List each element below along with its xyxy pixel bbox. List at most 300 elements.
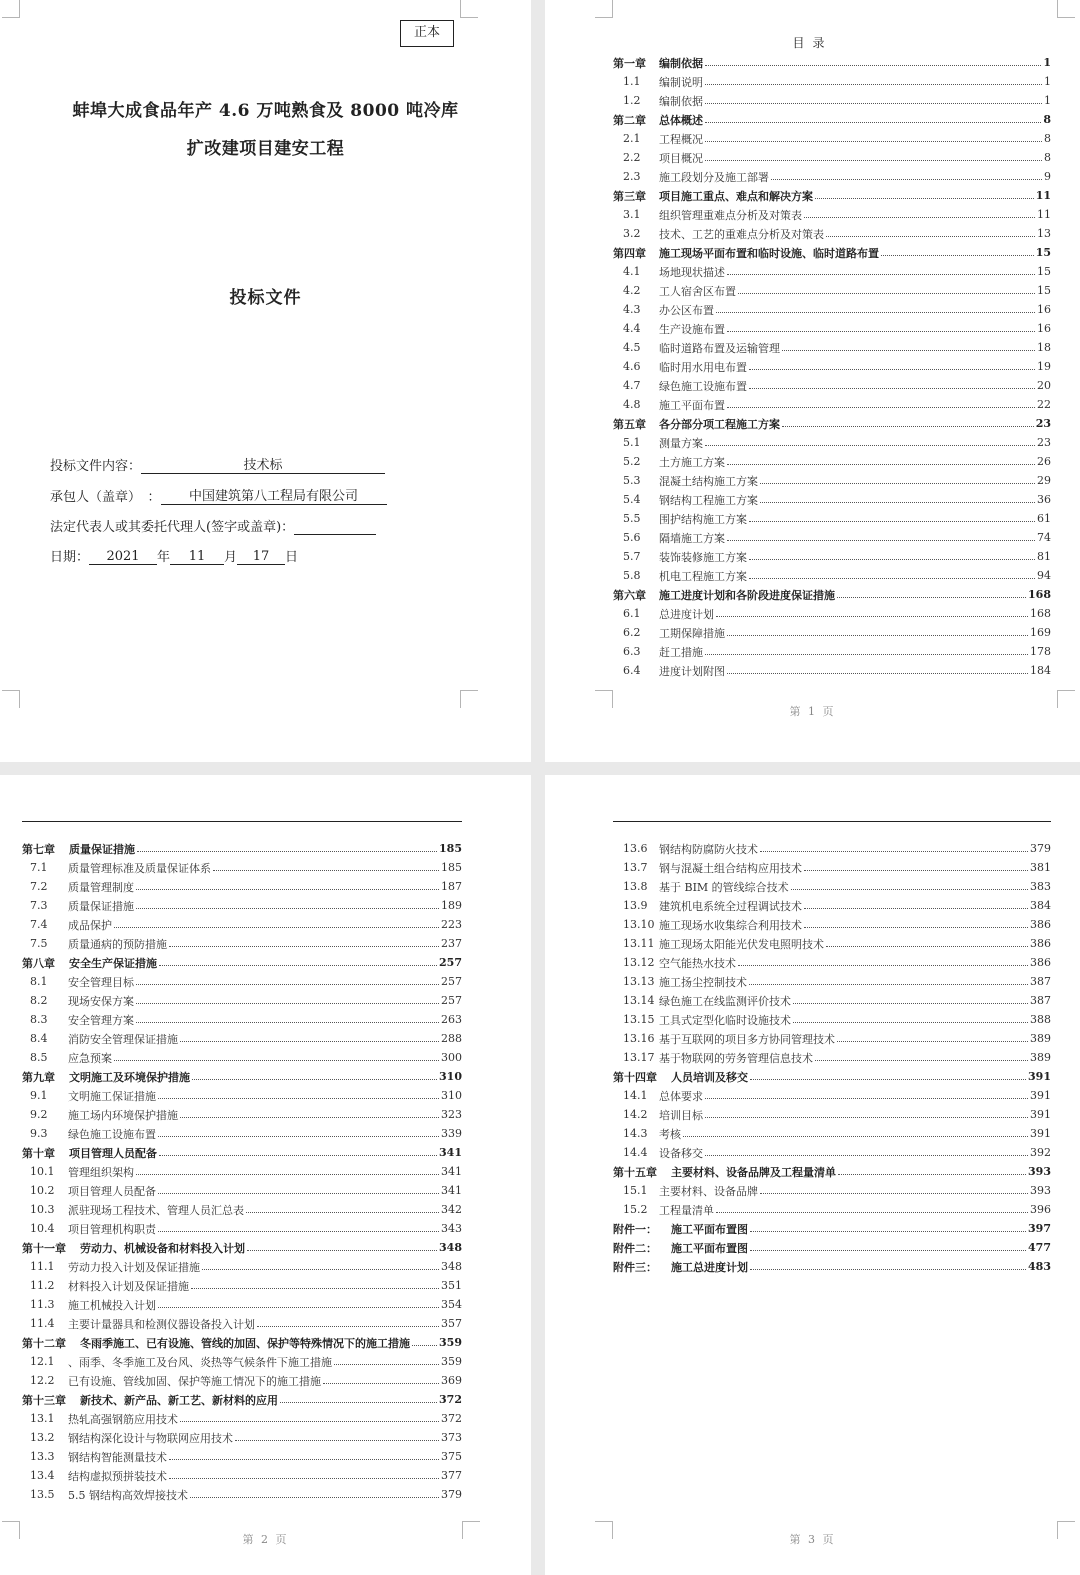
date-day: 17 xyxy=(237,549,285,565)
toc-section-row[interactable] xyxy=(22,1048,462,1067)
toc-entry-page: 23 xyxy=(1037,436,1051,449)
toc-section-row[interactable] xyxy=(22,1219,462,1238)
toc-section-row[interactable] xyxy=(613,1048,1051,1067)
toc-dot-leader xyxy=(412,1345,437,1346)
toc-entry-page: 13 xyxy=(1037,227,1051,240)
toc-section-row[interactable] xyxy=(613,433,1051,452)
toc-dot-leader xyxy=(705,65,1041,66)
toc-entry-number: 7.4 xyxy=(30,918,48,931)
toc-entry-page: 168 xyxy=(1030,607,1051,620)
toc-entry-title: 现场安保方案 xyxy=(68,994,134,1008)
toc-section-row[interactable] xyxy=(22,1447,462,1466)
toc-entry-title: 项目概况 xyxy=(659,151,703,165)
toc-section-row[interactable] xyxy=(613,471,1051,490)
toc-entry-number: 8.1 xyxy=(30,975,48,988)
toc-chapter-row[interactable] xyxy=(613,585,1051,604)
toc-entry-number: 第三章 xyxy=(613,189,646,203)
toc-entry-number: 5.8 xyxy=(623,569,641,582)
toc-entry-number: 4.6 xyxy=(623,360,641,373)
toc-entry-page: 377 xyxy=(441,1469,462,1482)
toc-entry-page: 341 xyxy=(441,1184,462,1197)
toc-entry-title: 空气能热水技术 xyxy=(659,956,736,970)
toc-entry-number: 14.1 xyxy=(623,1089,648,1102)
toc-entry-title: 临时用水用电布置 xyxy=(659,360,747,374)
toc-heading: 目录 xyxy=(792,36,833,50)
toc-section-row[interactable] xyxy=(613,934,1051,953)
toc-dot-leader xyxy=(202,1269,439,1270)
toc-entry-page: 257 xyxy=(441,994,462,1007)
toc-section-row[interactable] xyxy=(613,839,1051,858)
toc-dot-leader xyxy=(114,1060,439,1061)
toc-entry-page: 391 xyxy=(1030,1127,1051,1140)
toc-entry-page: 373 xyxy=(441,1431,462,1444)
toc-entry-number: 13.6 xyxy=(623,842,648,855)
toc-entry-page: 396 xyxy=(1030,1203,1051,1216)
toc-section-row[interactable] xyxy=(22,1029,462,1048)
toc-entry-number: 13.2 xyxy=(30,1431,55,1444)
toc-attachment-row[interactable] xyxy=(613,1219,1051,1238)
toc-entry-title: 基于互联网的项目多方协同管理技术 xyxy=(659,1032,835,1046)
toc-entry-page: 16 xyxy=(1037,322,1051,335)
toc-section-row[interactable] xyxy=(613,604,1051,623)
toc-entry-page: 1 xyxy=(1044,94,1051,107)
toc-entry-page: 15 xyxy=(1037,265,1051,278)
toc-entry-page: 257 xyxy=(441,975,462,988)
toc-entry-page: 372 xyxy=(439,1393,462,1406)
toc-entry-number: 第一章 xyxy=(613,56,646,70)
toc-section-row[interactable] xyxy=(613,224,1051,243)
toc-dot-leader xyxy=(191,1288,439,1289)
toc-chapter-row[interactable] xyxy=(613,1162,1051,1181)
toc-section-row[interactable] xyxy=(22,1257,462,1276)
toc-entry-page: 23 xyxy=(1035,417,1051,430)
crop-mark xyxy=(460,690,478,708)
toc-section-row[interactable] xyxy=(613,858,1051,877)
toc-entry-title: 文明施工及环境保护措施 xyxy=(69,1070,190,1084)
toc-dot-leader xyxy=(804,908,1028,909)
toc-dot-leader xyxy=(190,1497,439,1498)
toc-chapter-row[interactable] xyxy=(613,414,1051,433)
toc-entry-number: 9.1 xyxy=(30,1089,48,1102)
toc-section-row[interactable] xyxy=(613,566,1051,585)
toc-entry-number: 4.3 xyxy=(623,303,641,316)
toc-entry-number: 13.14 xyxy=(623,994,655,1007)
toc-entry-title: 考核 xyxy=(659,1127,681,1141)
toc-entry-title: 、雨季、冬季施工及台风、炎热等气候条件下施工措施 xyxy=(68,1355,332,1369)
toc-dot-leader xyxy=(180,1421,439,1422)
toc-entry-title: 钢结构防腐防火技术 xyxy=(659,842,758,856)
toc-entry-title: 主要材料、设备品牌 xyxy=(659,1184,758,1198)
toc-chapter-row[interactable] xyxy=(22,1390,462,1409)
toc-section-row[interactable] xyxy=(613,661,1051,680)
toc-entry-number: 2.2 xyxy=(623,151,641,164)
toc-entry-number: 13.9 xyxy=(623,899,648,912)
crop-mark xyxy=(2,0,20,18)
toc-entry-title: 机电工程施工方案 xyxy=(659,569,747,583)
toc-section-row[interactable] xyxy=(613,395,1051,414)
toc-section-row[interactable] xyxy=(613,1143,1051,1162)
toc-entry-number: 2.3 xyxy=(623,170,641,183)
toc-section-row[interactable] xyxy=(613,1010,1051,1029)
toc-dot-leader xyxy=(750,1231,1026,1232)
toc-section-row[interactable] xyxy=(613,528,1051,547)
toc-section-row[interactable] xyxy=(22,915,462,934)
toc-entry-number: 5.6 xyxy=(623,531,641,544)
toc-chapter-row[interactable] xyxy=(22,1333,462,1352)
toc-entry-number: 11.2 xyxy=(30,1279,55,1292)
toc-section-row[interactable] xyxy=(613,953,1051,972)
toc-section-row[interactable] xyxy=(22,896,462,915)
toc-dot-leader xyxy=(815,198,1034,199)
toc-entry-page: 187 xyxy=(441,880,462,893)
toc-list xyxy=(22,839,462,1504)
toc-entry-title: 施工现场平面布置和临时设施、临时道路布置 xyxy=(659,246,879,260)
toc-dot-leader xyxy=(804,870,1028,871)
toc-section-row[interactable] xyxy=(613,452,1051,471)
toc-section-row[interactable] xyxy=(613,642,1051,661)
toc-section-row[interactable] xyxy=(22,991,462,1010)
toc-entry-number: 第七章 xyxy=(22,842,55,856)
toc-entry-page: 81 xyxy=(1037,550,1051,563)
toc-entry-title: 文明施工保证措施 xyxy=(68,1089,156,1103)
toc-dot-leader xyxy=(750,1079,1026,1080)
toc-dot-leader xyxy=(749,369,1035,370)
toc-list xyxy=(613,53,1051,680)
toc-entry-page: 384 xyxy=(1030,899,1051,912)
toc-entry-number: 6.4 xyxy=(623,664,641,677)
toc-entry-number: 3.1 xyxy=(623,208,641,221)
toc-section-row[interactable] xyxy=(22,1162,462,1181)
toc-entry-title: 临时道路布置及运输管理 xyxy=(659,341,780,355)
toc-section-row[interactable] xyxy=(22,934,462,953)
toc-dot-leader xyxy=(705,122,1041,123)
toc-entry-page: 348 xyxy=(439,1241,462,1254)
toc-dot-leader xyxy=(727,673,1028,674)
toc-entry-page: 8 xyxy=(1044,132,1051,145)
toc-entry-title: 消防安全管理保证措施 xyxy=(68,1032,178,1046)
toc-dot-leader xyxy=(705,141,1042,142)
page-footer: 第 3 页 xyxy=(789,1533,836,1546)
toc-entry-page: 391 xyxy=(1028,1070,1051,1083)
toc-entry-number: 11.3 xyxy=(30,1298,55,1311)
toc-section-row[interactable] xyxy=(613,623,1051,642)
toc-entry-number: 第六章 xyxy=(613,588,646,602)
toc-entry-page: 11 xyxy=(1037,208,1051,221)
toc-entry-number: 13.12 xyxy=(623,956,655,969)
toc-section-row[interactable] xyxy=(22,1371,462,1390)
toc-entry-title: 编制依据 xyxy=(659,56,703,70)
toc-section-row[interactable] xyxy=(613,1086,1051,1105)
toc-entry-title: 培训目标 xyxy=(659,1108,703,1122)
toc-entry-page: 379 xyxy=(1030,842,1051,855)
toc-entry-number: 第十四章 xyxy=(613,1070,657,1084)
toc-entry-title: 材料投入计划及保证措施 xyxy=(68,1279,189,1293)
toc-dot-leader xyxy=(749,578,1035,579)
toc-dot-leader xyxy=(804,927,1028,928)
toc-entry-page: 323 xyxy=(441,1108,462,1121)
toc-chapter-row[interactable] xyxy=(22,1238,462,1257)
toc-entry-page: 169 xyxy=(1030,626,1051,639)
toc-section-row[interactable] xyxy=(22,1428,462,1447)
toc-section-row[interactable] xyxy=(22,1200,462,1219)
toc-entry-number: 13.1 xyxy=(30,1412,55,1425)
toc-entry-number: 8.2 xyxy=(30,994,48,1007)
toc-entry-page: 257 xyxy=(439,956,462,969)
toc-section-row[interactable] xyxy=(22,1276,462,1295)
toc-entry-page: 381 xyxy=(1030,861,1051,874)
toc-entry-title: 钢结构深化设计与物联网应用技术 xyxy=(68,1431,233,1445)
toc-entry-page: 288 xyxy=(441,1032,462,1045)
toc-section-row[interactable] xyxy=(613,300,1051,319)
toc-entry-page: 9 xyxy=(1044,170,1051,183)
toc-section-row[interactable] xyxy=(613,509,1051,528)
toc-dot-leader xyxy=(826,236,1035,237)
toc-dot-leader xyxy=(727,540,1035,541)
contractor-label: 承包人（盖章） ： xyxy=(50,490,161,505)
toc-attachment-row[interactable] xyxy=(613,1238,1051,1257)
toc-section-row[interactable] xyxy=(613,991,1051,1010)
contractor-value: 中国建筑第八工程局有限公司 xyxy=(161,489,387,505)
toc-dot-leader xyxy=(136,1174,439,1175)
toc-section-row[interactable] xyxy=(613,915,1051,934)
toc-entry-page: 1 xyxy=(1043,56,1051,69)
toc-section-row[interactable] xyxy=(613,357,1051,376)
toc-dot-leader xyxy=(136,889,439,890)
toc-entry-page: 393 xyxy=(1028,1165,1051,1178)
toc-entry-title: 技术、工艺的重难点分析及对策表 xyxy=(659,227,824,241)
toc-section-row[interactable] xyxy=(22,1466,462,1485)
toc-dot-leader xyxy=(247,1250,437,1251)
toc-entry-page: 184 xyxy=(1030,664,1051,677)
toc-section-row[interactable] xyxy=(613,490,1051,509)
toc-entry-title: 装饰装修施工方案 xyxy=(659,550,747,564)
toc-section-row[interactable] xyxy=(22,1010,462,1029)
toc-entry-title: 绿色施工设施布置 xyxy=(68,1127,156,1141)
toc-chapter-row[interactable] xyxy=(613,53,1051,72)
toc-dot-leader xyxy=(716,616,1028,617)
toc-chapter-row[interactable] xyxy=(613,186,1051,205)
toc-section-row[interactable] xyxy=(22,1124,462,1143)
toc-section-row[interactable] xyxy=(22,1409,462,1428)
toc-entry-page: 94 xyxy=(1037,569,1051,582)
toc-section-row[interactable] xyxy=(22,972,462,991)
toc-dot-leader xyxy=(749,559,1035,560)
toc-entry-title: 质量保证措施 xyxy=(68,899,134,913)
date-month-unit: 月 xyxy=(224,550,238,565)
toc-entry-number: 11.4 xyxy=(30,1317,55,1330)
toc-entry-number: 第十二章 xyxy=(22,1336,66,1350)
toc-entry-number: 第二章 xyxy=(613,113,646,127)
toc-entry-title: 绿色施工设施布置 xyxy=(659,379,747,393)
toc-entry-title: 土方施工方案 xyxy=(659,455,725,469)
toc-section-row[interactable] xyxy=(613,376,1051,395)
toc-entry-title: 编制依据 xyxy=(659,94,703,108)
toc-chapter-row[interactable] xyxy=(613,1067,1051,1086)
toc-entry-number: 13.17 xyxy=(623,1051,655,1064)
toc-section-row[interactable] xyxy=(613,281,1051,300)
toc-entry-page: 185 xyxy=(439,842,462,855)
toc-entry-number: 4.7 xyxy=(623,379,641,392)
toc-entry-number: 13.10 xyxy=(623,918,655,931)
toc-dot-leader xyxy=(727,331,1035,332)
toc-entry-number: 10.2 xyxy=(30,1184,55,1197)
toc-entry-page: 15 xyxy=(1037,284,1051,297)
toc-entry-page: 185 xyxy=(441,861,462,874)
toc-dot-leader xyxy=(727,464,1035,465)
toc-entry-title: 质量保证措施 xyxy=(69,842,135,856)
toc-entry-number: 13.15 xyxy=(623,1013,655,1026)
toc-entry-page: 388 xyxy=(1030,1013,1051,1026)
toc-section-row[interactable] xyxy=(613,547,1051,566)
toc-section-row[interactable] xyxy=(613,319,1051,338)
date-year: 2021 xyxy=(89,549,157,565)
toc-entry-title: 钢与混凝土组合结构应用技术 xyxy=(659,861,802,875)
toc-entry-number: 附件一： xyxy=(613,1222,657,1236)
toc-section-row[interactable] xyxy=(613,91,1051,110)
toc-entry-title: 安全生产保证措施 xyxy=(69,956,157,970)
toc-section-row[interactable] xyxy=(613,1124,1051,1143)
toc-section-row[interactable] xyxy=(613,972,1051,991)
toc-entry-number: 13.3 xyxy=(30,1450,55,1463)
toc-entry-title: 项目管理机构职责 xyxy=(68,1222,156,1236)
toc-entry-page: 74 xyxy=(1037,531,1051,544)
toc-section-row[interactable] xyxy=(613,72,1051,91)
toc-entry-title: 劳动力投入计划及保证措施 xyxy=(68,1260,200,1274)
toc-section-row[interactable] xyxy=(613,1181,1051,1200)
toc-entry-page: 392 xyxy=(1030,1146,1051,1159)
toc-entry-page: 386 xyxy=(1030,937,1051,950)
toc-attachment-row[interactable] xyxy=(613,1257,1051,1276)
toc-dot-leader xyxy=(180,1117,439,1118)
toc-entry-title: 施工扬尘控制技术 xyxy=(659,975,747,989)
toc-section-row[interactable] xyxy=(613,1105,1051,1124)
toc-entry-page: 310 xyxy=(439,1070,462,1083)
toc-entry-page: 369 xyxy=(441,1374,462,1387)
toc-list xyxy=(613,839,1051,1276)
toc-dot-leader xyxy=(323,1383,439,1384)
toc-entry-page: 354 xyxy=(441,1298,462,1311)
toc-dot-leader xyxy=(738,293,1035,294)
toc-section-row[interactable] xyxy=(613,167,1051,186)
toc-entry-title: 质量通病的预防措施 xyxy=(68,937,167,951)
toc-dot-leader xyxy=(760,502,1035,503)
toc-section-row[interactable] xyxy=(22,1314,462,1333)
toc-section-row[interactable] xyxy=(613,877,1051,896)
toc-entry-title: 混凝土结构施工方案 xyxy=(659,474,758,488)
toc-dot-leader xyxy=(881,255,1034,256)
toc-entry-page: 310 xyxy=(441,1089,462,1102)
toc-entry-title: 钢结构工程施工方案 xyxy=(659,493,758,507)
toc-entry-page: 483 xyxy=(1028,1260,1051,1273)
toc-section-row[interactable] xyxy=(613,129,1051,148)
toc-entry-title: 应急预案 xyxy=(68,1051,112,1065)
toc-section-row[interactable] xyxy=(613,205,1051,224)
toc-entry-number: 5.1 xyxy=(623,436,641,449)
toc-page-2 xyxy=(0,775,531,1575)
toc-section-row[interactable] xyxy=(22,1485,462,1504)
toc-entry-number: 第四章 xyxy=(613,246,646,260)
toc-dot-leader xyxy=(136,1003,439,1004)
toc-entry-page: 36 xyxy=(1037,493,1051,506)
toc-entry-title: 总体概述 xyxy=(659,113,703,127)
toc-entry-number: 4.4 xyxy=(623,322,641,335)
toc-chapter-row[interactable] xyxy=(613,243,1051,262)
toc-section-row[interactable] xyxy=(22,1295,462,1314)
toc-entry-title: 结构虚拟预拼装技术 xyxy=(68,1469,167,1483)
toc-dot-leader xyxy=(793,1022,1028,1023)
toc-entry-number: 附件二： xyxy=(613,1241,657,1255)
toc-entry-title: 建筑机电系统全过程调试技术 xyxy=(659,899,802,913)
toc-dot-leader xyxy=(750,1269,1026,1270)
toc-entry-page: 237 xyxy=(441,937,462,950)
toc-chapter-row[interactable] xyxy=(613,110,1051,129)
toc-section-row[interactable] xyxy=(613,1029,1051,1048)
toc-dot-leader xyxy=(169,946,439,947)
toc-chapter-row[interactable] xyxy=(22,1143,462,1162)
toc-entry-page: 26 xyxy=(1037,455,1051,468)
toc-entry-title: 设备移交 xyxy=(659,1146,703,1160)
toc-section-row[interactable] xyxy=(613,262,1051,281)
crop-mark xyxy=(1057,0,1075,18)
toc-section-row[interactable] xyxy=(613,896,1051,915)
toc-entry-number: 第九章 xyxy=(22,1070,55,1084)
toc-entry-number: 15.2 xyxy=(623,1203,648,1216)
toc-entry-page: 359 xyxy=(441,1355,462,1368)
toc-entry-number: 10.4 xyxy=(30,1222,55,1235)
toc-section-row[interactable] xyxy=(22,858,462,877)
toc-entry-page: 18 xyxy=(1037,341,1051,354)
toc-entry-title: 派驻现场工程技术、管理人员汇总表 xyxy=(68,1203,244,1217)
toc-dot-leader xyxy=(750,1250,1026,1251)
toc-entry-number: 8.5 xyxy=(30,1051,48,1064)
toc-section-row[interactable] xyxy=(22,1105,462,1124)
toc-chapter-row[interactable] xyxy=(22,839,462,858)
toc-entry-title: 施工平面布置图 xyxy=(671,1222,748,1236)
toc-section-row[interactable] xyxy=(613,338,1051,357)
toc-section-row[interactable] xyxy=(613,148,1051,167)
toc-entry-page: 387 xyxy=(1030,994,1051,1007)
document-title: 投标文件 xyxy=(229,288,302,308)
toc-section-row[interactable] xyxy=(613,1200,1051,1219)
toc-section-row[interactable] xyxy=(22,1181,462,1200)
toc-section-row[interactable] xyxy=(22,1086,462,1105)
toc-chapter-row[interactable] xyxy=(22,1067,462,1086)
toc-entry-page: 189 xyxy=(441,899,462,912)
toc-entry-number: 6.2 xyxy=(623,626,641,639)
toc-dot-leader xyxy=(683,1136,1028,1137)
toc-entry-page: 19 xyxy=(1037,360,1051,373)
toc-section-row[interactable] xyxy=(22,877,462,896)
toc-dot-leader xyxy=(837,597,1026,598)
toc-entry-title: 施工现场太阳能光伏发电照明技术 xyxy=(659,937,824,951)
toc-entry-title: 人员培训及移交 xyxy=(671,1070,748,1084)
toc-dot-leader xyxy=(705,445,1035,446)
toc-entry-title: 进度计划附图 xyxy=(659,664,725,678)
content-label: 投标文件内容： xyxy=(50,459,142,474)
toc-entry-page: 11 xyxy=(1035,189,1051,202)
toc-entry-page: 342 xyxy=(441,1203,462,1216)
toc-entry-page: 341 xyxy=(439,1146,462,1159)
toc-entry-number: 第十五章 xyxy=(613,1165,657,1179)
toc-dot-leader xyxy=(158,1136,439,1137)
content-field xyxy=(50,455,385,474)
toc-entry-number: 9.3 xyxy=(30,1127,48,1140)
toc-section-row[interactable] xyxy=(22,1352,462,1371)
toc-chapter-row[interactable] xyxy=(22,953,462,972)
toc-entry-title: 劳动力、机械设备和材料投入计划 xyxy=(80,1241,245,1255)
toc-dot-leader xyxy=(791,889,1028,890)
toc-entry-title: 主要材料、设备品牌及工程量清单 xyxy=(671,1165,836,1179)
